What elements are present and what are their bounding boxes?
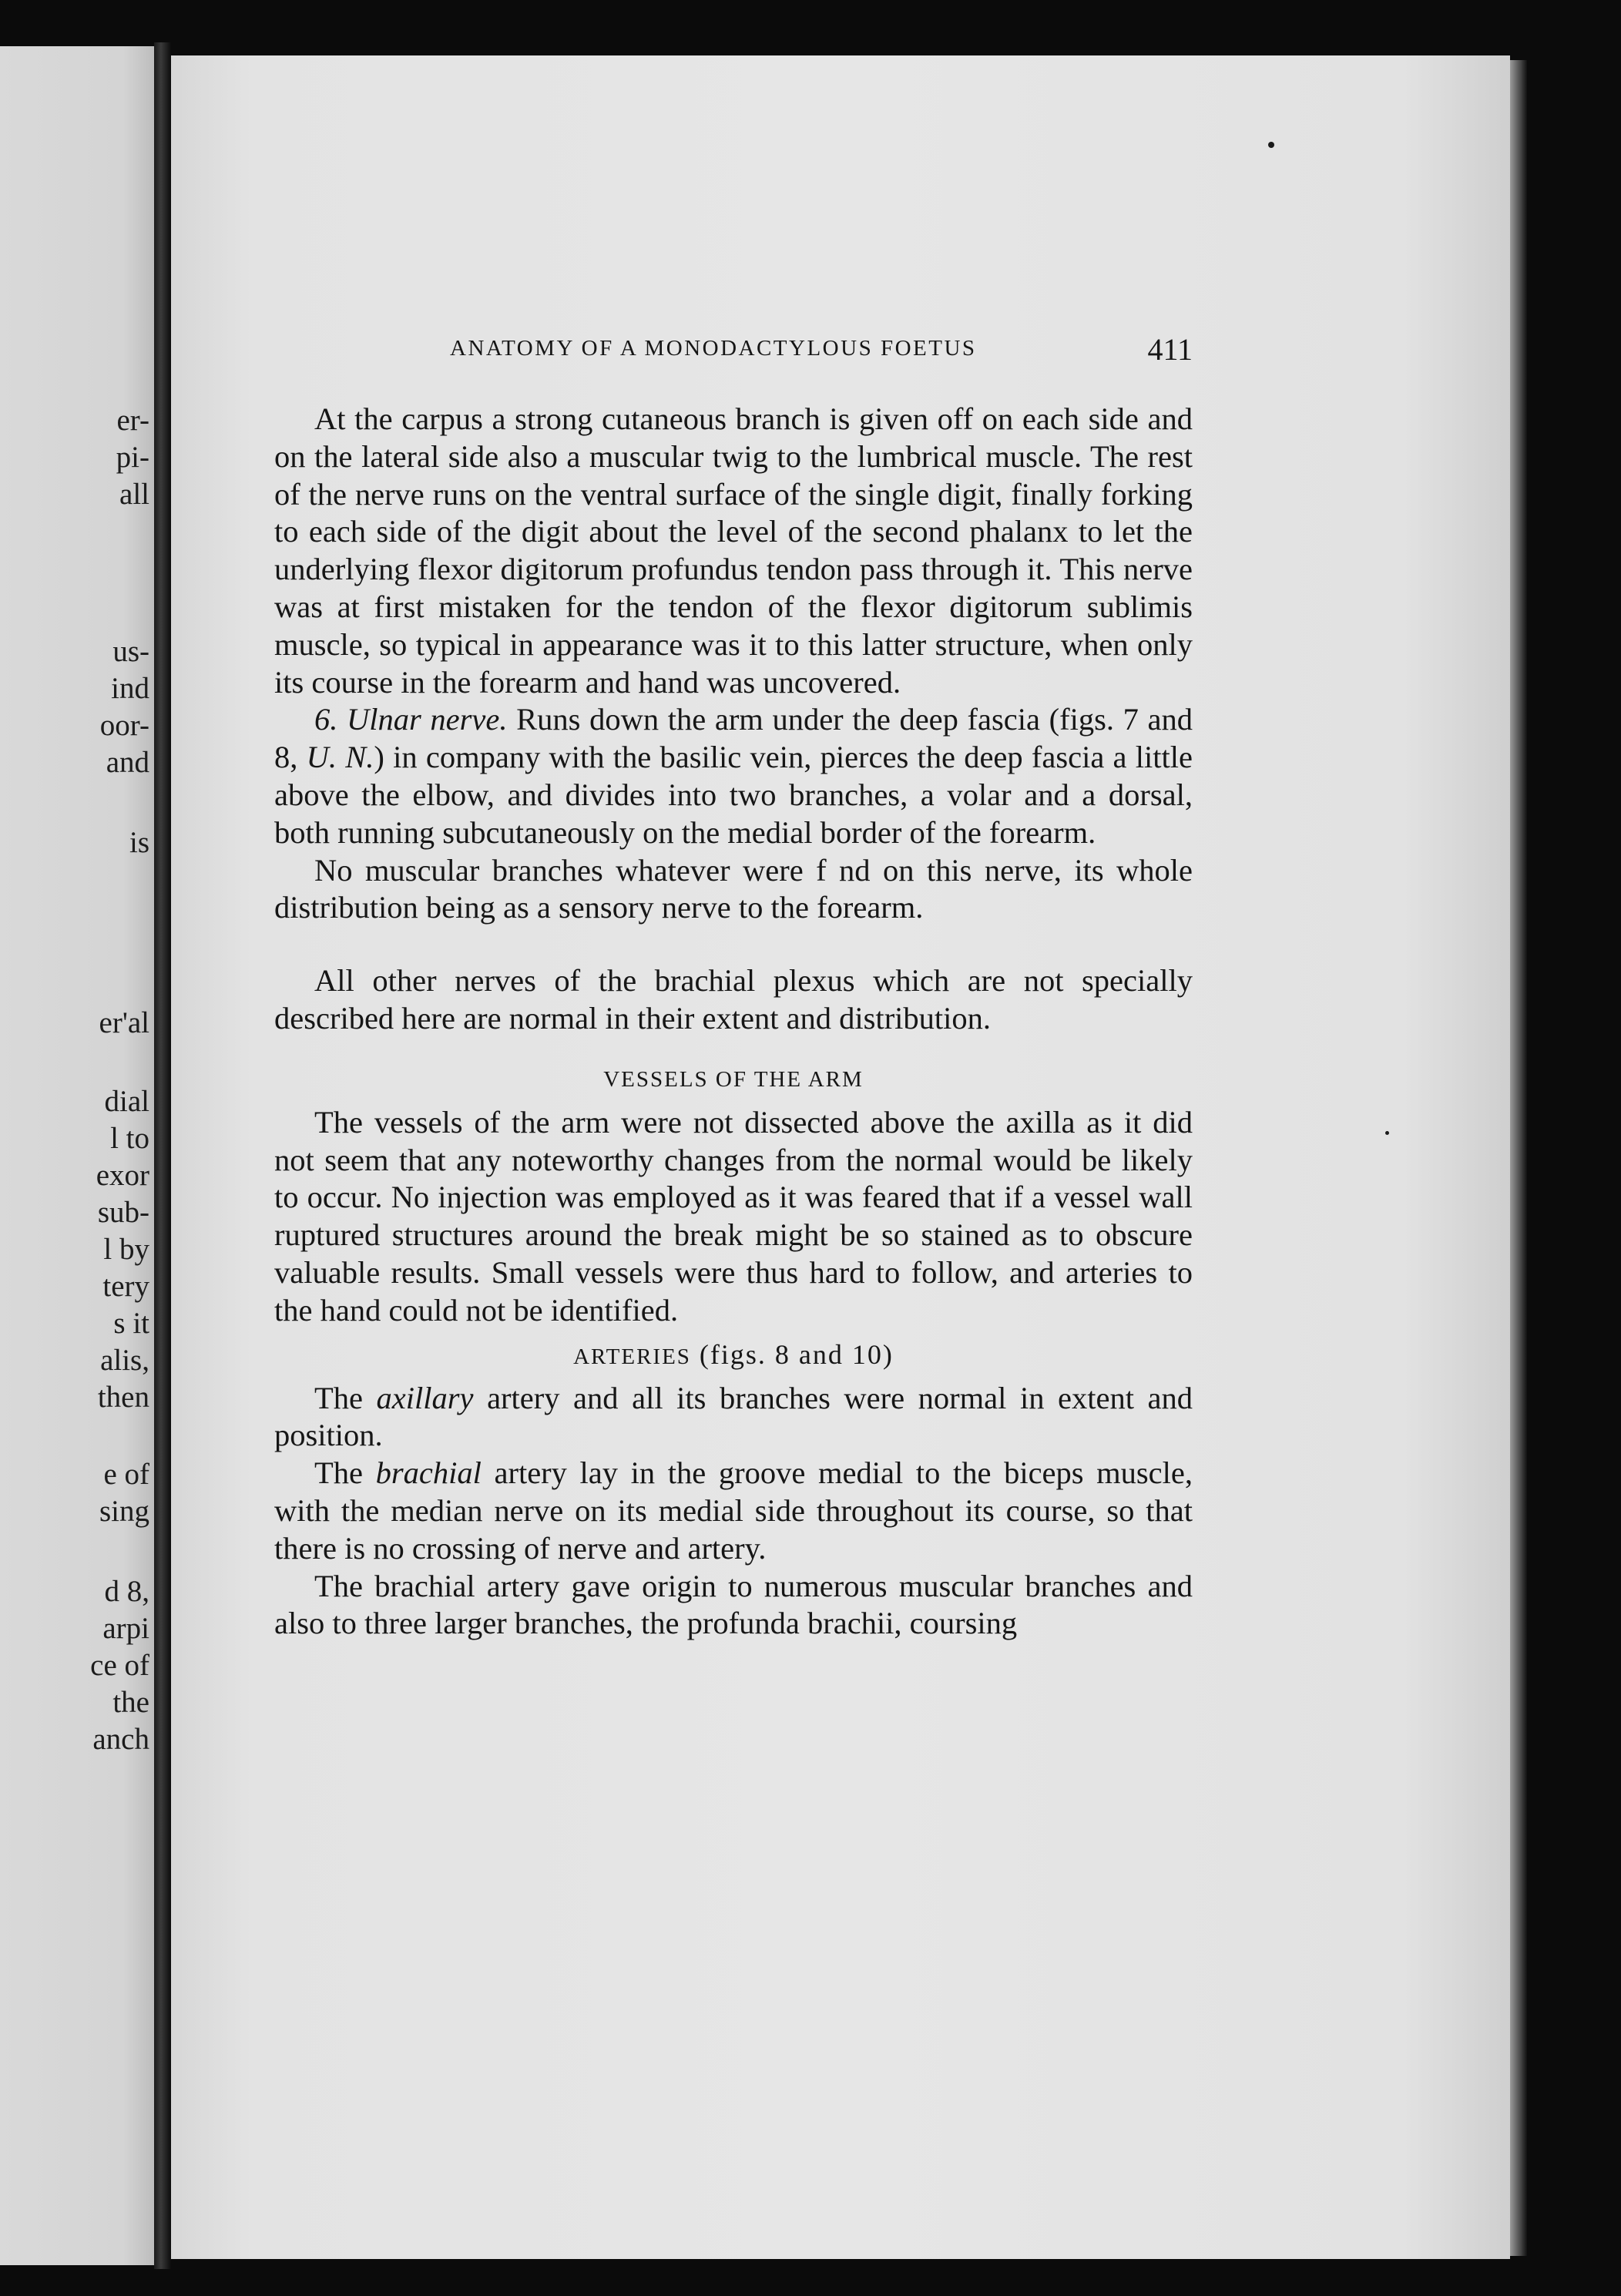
previous-page-fragment: d 8, (104, 1575, 149, 1608)
body-text (274, 401, 1193, 1643)
previous-page-fragment: us- (112, 635, 149, 668)
book-gutter (154, 42, 171, 2269)
previous-page-fragment: ind (111, 672, 149, 705)
previous-page-fragment: pi- (116, 441, 149, 474)
previous-page-fragment: tery (102, 1270, 149, 1303)
heading-arteries-label: ARTERIES (573, 1344, 691, 1369)
previous-page-fragment: oor- (99, 709, 149, 742)
previous-page-fragment: anch (92, 1723, 149, 1756)
paragraph-ulnar-nerve (274, 701, 1193, 851)
previous-page-fragment: then (97, 1381, 149, 1414)
ulnar-nerve-abbr: U. N. (306, 740, 374, 775)
previous-page-fragment: is (129, 826, 149, 859)
paragraph-brachial-artery (274, 1455, 1193, 1567)
paragraph-brachial-branches: The brachial artery gave origin to numerous muscular branches and also to three larger branches, the profunda brachii, coursing (274, 1568, 1193, 1641)
ulnar-nerve-text-cont: ) in company with the basilic vein, pierces the deep fascia a little above the elbow, and divides into two branches, a volar and a dorsal, both running subcutaneously on the medial border of the forearm. (274, 740, 1193, 850)
heading-vessels-of-the-arm: VESSELS OF THE ARM (603, 1066, 864, 1092)
previous-page-fragment: sub- (97, 1196, 149, 1229)
brachial-text: artery lay in the groove medial to the biceps muscle, with the median nerve on its medial side throughout its course, so that there is no crossing of nerve and artery. (274, 1455, 1193, 1566)
running-head: ANATOMY OF A MONODACTYLOUS FOETUS (450, 336, 977, 361)
previous-page-fragment: er- (116, 404, 149, 437)
paragraph-median-nerve-carpus: At the carpus a strong cutaneous branch is given off on each side and on the lateral side also a muscular twig to the lumbrical muscle. The rest of the nerve runs on the ventral surface of the single digit, finally forking to each side of the digit about the level of the second phalanx to let the underlying flexor digitorum profundus tendon pass through it. This nerve was at first mistaken for the tendon of the flexor digitorum sublimis muscle, so typical in appearance was it to this latter structure, when only its course in the forearm and hand was uncovered. (274, 401, 1193, 700)
page-edge-shadow (1510, 60, 1527, 2256)
paragraph-no-muscular-branches: No muscular branches whatever were f nd on this nerve, its whole distribution being as a sensory nerve to the forearm. (274, 852, 1193, 925)
heading-arteries (274, 1336, 1193, 1375)
previous-page-fragment: er'al (99, 1006, 149, 1039)
axillary-text-start: The (314, 1380, 377, 1415)
previous-page-fragment: the (112, 1686, 149, 1719)
paragraph-axillary-artery (274, 1380, 1193, 1455)
previous-page-fragment: dial (104, 1085, 149, 1118)
ulnar-nerve-text: Runs down the arm under the deep fascia (figs. 7 and 8, (274, 702, 1193, 775)
scan-speck (1385, 1131, 1389, 1135)
axillary-term: axillary (376, 1380, 474, 1415)
paragraph-vessels: The vessels of the arm were not dissected above the axilla as it did not seem that any noteworthy changes from the normal would be likely to occur. No injection was employed as it was feared that if a vessel wall ruptured structures around the break might be so stained as to obscure valuable results. Small vessels were thus hard to follow, and arteries to the hand could not be identified. (274, 1104, 1193, 1328)
paragraph-other-nerves: All other nerves of the brachial plexus which are not specially described here are normal in their extent and distribution. (274, 963, 1193, 1036)
heading-arteries-figs: (figs. 8 and 10) (690, 1338, 894, 1370)
previous-page-fragment: and (106, 746, 149, 779)
previous-page-fragment: exor (96, 1159, 149, 1192)
previous-page-fragment: all (119, 478, 149, 511)
page-header (277, 331, 1193, 368)
previous-page-fragment: sing (99, 1495, 149, 1528)
previous-page-margin (0, 46, 154, 2265)
ulnar-nerve-lead: 6. Ulnar nerve. (314, 702, 508, 737)
page-number: 411 (1147, 332, 1193, 367)
previous-page-fragment: alis, (100, 1344, 149, 1377)
axillary-text: artery and all its branches were normal in extent and position. (274, 1380, 1193, 1453)
previous-page-fragment: arpi (102, 1612, 149, 1645)
previous-page-fragment: l by (103, 1233, 149, 1266)
previous-page-fragment: l to (110, 1122, 149, 1155)
previous-page-fragment: e of (103, 1458, 149, 1491)
brachial-text-start: The (314, 1455, 376, 1491)
brachial-term: brachial (375, 1455, 482, 1491)
previous-page-fragment: s it (113, 1307, 149, 1340)
previous-page-fragment: ce of (90, 1649, 149, 1682)
scan-speck (1268, 142, 1274, 148)
